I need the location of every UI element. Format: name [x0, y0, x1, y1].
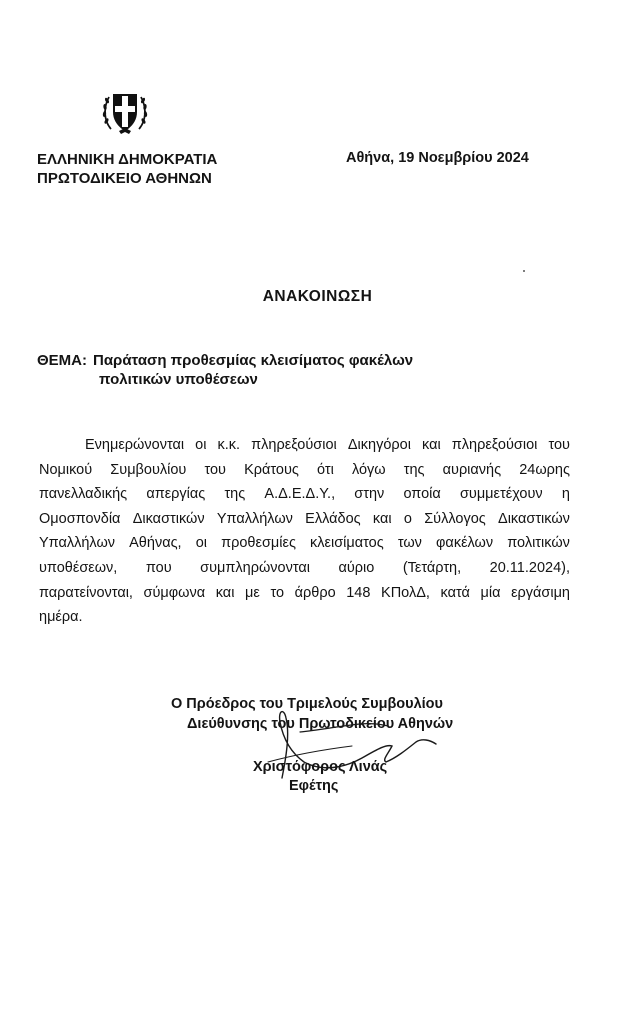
document-title: ΑΝΑΚΟΙΝΩΣΗ [262, 288, 373, 305]
body-word: πληρεξούσιοι [251, 437, 337, 453]
body-word: υποθέσεων, [39, 559, 118, 576]
body-word: Ομοσπονδία [39, 510, 121, 527]
body-word: Δικαστικών [498, 510, 570, 527]
body-word: κλεισίματος [310, 535, 384, 552]
body-word: και [372, 510, 392, 527]
body-word: Νομικού [39, 461, 93, 478]
document-date: Αθήνα, 19 Νοεμβρίου 2024 [346, 150, 529, 166]
body-word: Συμβουλίου [110, 461, 187, 478]
body-word: πολιτικών [507, 535, 570, 552]
body-word: άρθρο [294, 584, 336, 601]
issuing-authority [37, 150, 217, 188]
subject-line-2: πολιτικών υποθέσεων [99, 371, 258, 388]
body-word: και [215, 584, 235, 601]
body-line [39, 581, 570, 606]
body-word: εργάσιμη [511, 584, 570, 601]
body-word: που [145, 559, 172, 576]
body-word: η [561, 486, 570, 503]
body-word: φακέλων [436, 535, 494, 552]
body-word: ημέρα. [39, 609, 83, 626]
body-word: συμπληρώνονται [200, 559, 310, 576]
body-word: Δικαστικών [132, 510, 205, 527]
body-line [39, 458, 570, 483]
greek-coat-of-arms-icon [100, 86, 150, 136]
signatory-role: Εφέτης [289, 778, 339, 794]
body-word: λόγω [351, 461, 386, 478]
body-line [39, 507, 570, 532]
body-word: Κράτους [244, 461, 299, 478]
authority-line-2: ΠΡΩΤΟΔΙΚΕΙΟ ΑΘΗΝΩΝ [37, 170, 212, 187]
body-word: παρατείνονται, [39, 584, 133, 601]
body-word: των [397, 535, 422, 552]
body-line [39, 605, 570, 630]
body-word: Υπαλλήλων [39, 535, 116, 552]
body-word: πληρεξούσιοι [451, 437, 538, 453]
body-word: του [548, 437, 570, 453]
subject-label: ΘΕΜΑ: [37, 352, 87, 369]
body-line [39, 556, 570, 581]
body-word: 148 [346, 584, 371, 601]
body-word: πανελλαδικής [39, 486, 128, 503]
body-word: Υπαλλήλων [216, 510, 293, 527]
body-paragraph [39, 433, 570, 630]
body-word: Δικηγόροι [347, 437, 411, 453]
body-word: κ.κ. [217, 437, 241, 453]
subject-line-1: Παράταση προθεσμίας κλεισίματος φακέλων [93, 352, 414, 369]
body-word: ότι [317, 461, 334, 478]
body-word: το [270, 584, 285, 601]
body-word: οι [195, 535, 207, 552]
body-word: ΚΠολΔ, [381, 584, 430, 601]
body-word: της [403, 461, 425, 478]
body-word: (Τετάρτη, [402, 559, 462, 576]
signatory-title-line-2: Διεύθυνσης του Πρωτοδικείου Αθηνών [187, 716, 454, 732]
body-word: 24ωρης [519, 461, 570, 478]
body-line [39, 531, 570, 556]
body-word: Α.Δ.Ε.Δ.Υ., [264, 486, 336, 503]
subject-block [37, 351, 413, 389]
body-word: αύριο [338, 559, 375, 576]
body-word: της [224, 486, 246, 503]
signatory-title-line-1: Ο Πρόεδρος του Τριμελούς Συμβουλίου [171, 696, 443, 712]
scan-speck [523, 270, 525, 272]
body-word: και [422, 437, 441, 453]
body-word: στην [354, 486, 385, 503]
body-word: αυριανής [442, 461, 502, 478]
body-word: συμμετέχουν [459, 486, 543, 503]
body-word: σύμφωνα [143, 584, 206, 601]
body-word: Αθήνας, [129, 535, 182, 552]
body-word: Ενημερώνονται [85, 437, 185, 453]
body-line [39, 433, 570, 458]
body-word: μία [480, 584, 501, 601]
body-word: Ελλάδος [305, 510, 361, 527]
signatory-name: Χριστόφορος Λινάς [253, 759, 388, 775]
body-word: κατά [440, 584, 470, 601]
body-word: οποία [403, 486, 441, 503]
authority-line-1: ΕΛΛΗΝΙΚΗ ΔΗΜΟΚΡΑΤΙΑ [37, 151, 218, 168]
body-word: του [204, 461, 226, 478]
body-word: 20.11.2024), [489, 559, 570, 576]
body-word: οι [195, 437, 207, 453]
body-line [39, 482, 570, 507]
body-word: ο [403, 510, 412, 527]
body-word: προθεσμίες [221, 535, 296, 552]
body-word: απεργίας [146, 486, 206, 503]
body-word: με [245, 584, 260, 601]
body-word: Σύλλογος [424, 510, 486, 527]
